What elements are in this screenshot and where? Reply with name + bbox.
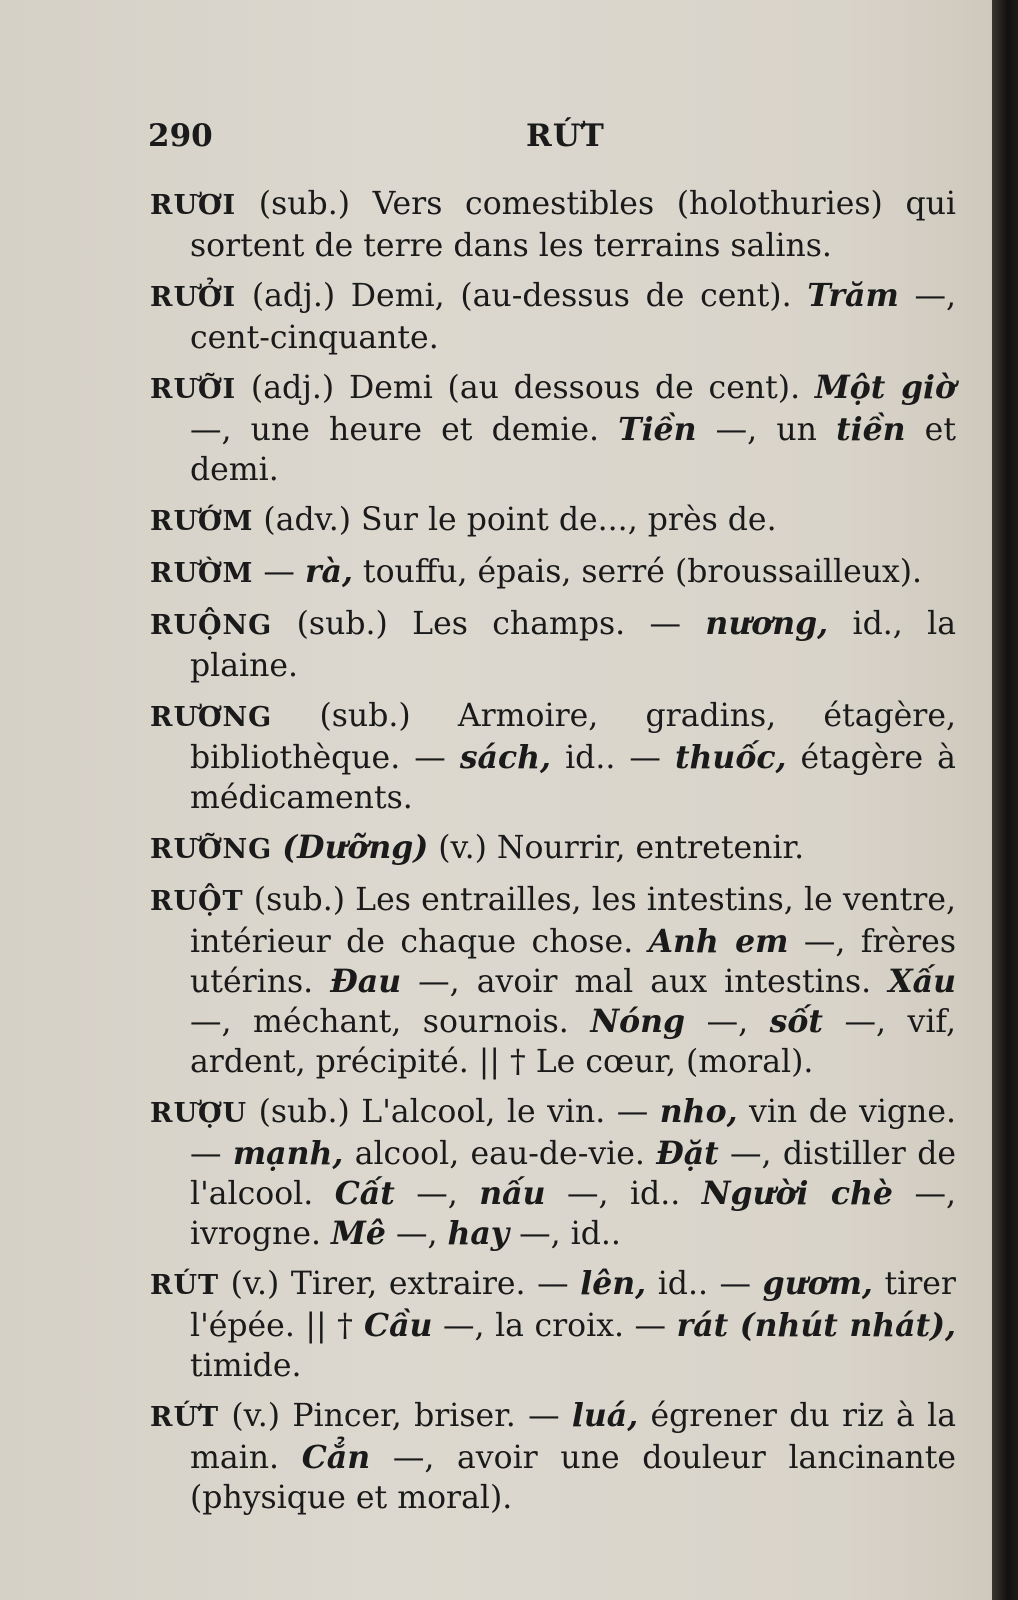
entry-example: Anh em: [648, 923, 789, 960]
entry-text: id.. —: [551, 740, 675, 776]
entry-text: id., la plaine.: [190, 606, 956, 684]
entry-text: —, la croix. —: [432, 1308, 677, 1344]
entry-headword: RƯỜM: [150, 558, 254, 589]
entry-text: —, ivrogne.: [190, 1176, 956, 1252]
entry-text: —, avoir mal aux intestins.: [401, 964, 889, 1000]
entry-text: (v.) Tirer, extraire. —: [219, 1266, 581, 1302]
entry-text: (v.) Nourrir, entretenir.: [428, 830, 805, 866]
entry-text: —, vif, ardent, précipité. || † Le cœur, (moral).: [190, 1004, 956, 1080]
entry-example: sách,: [459, 739, 552, 776]
entry-example: Đặt: [656, 1135, 719, 1172]
entry-example: luá,: [571, 1397, 639, 1434]
entry-example: Người chè: [701, 1175, 893, 1212]
entry-text: touffu, épais, serré (broussailleux).: [352, 554, 923, 590]
entry-example: sốt: [769, 1003, 823, 1040]
entry-text: (sub.) Armoire, gradins, étagère, bibliothèque. —: [190, 698, 956, 776]
entry-text: (sub.) Les entrailles, les intestins, le ventre, intérieur de chaque chose.: [190, 882, 956, 960]
entry-headword: RÚT: [150, 1270, 220, 1301]
entry-text: —, id..: [545, 1176, 702, 1212]
entry-text: alcool, eau-de-vie.: [343, 1136, 657, 1172]
entry-text: (adj.) Demi, (au-dessus de cent).: [236, 278, 808, 314]
entry-example: tiền: [836, 411, 906, 448]
entry-text: —, une heure et demie.: [190, 412, 619, 448]
entry-text: —, avoir une douleur lancinante (physique et moral).: [190, 1440, 956, 1516]
entry-headword: RƯƠNG: [150, 702, 273, 733]
dictionary-entry: [150, 604, 956, 686]
dictionary-entry: [150, 552, 956, 594]
entry-text: —, méchant, sournois.: [190, 1004, 591, 1040]
entry-example: nấu: [479, 1175, 546, 1212]
entry-text: —,: [385, 1216, 448, 1252]
entry-text: id.. —: [646, 1266, 763, 1302]
entry-text: (sub.) Vers comestibles (holothuries) qui sortent de terre dans les terrains salins.: [190, 186, 956, 264]
entry-example: (Dưỡng): [282, 829, 429, 866]
entry-example: Cất: [334, 1175, 395, 1212]
entry-example: Cẳn: [301, 1439, 371, 1476]
dictionary-entry: [150, 828, 956, 870]
entry-text: (adj.) Demi (au dessous de cent).: [236, 370, 815, 406]
dictionary-entry: [150, 1396, 956, 1518]
dictionary-entry: [150, 1092, 956, 1254]
entry-text: —: [253, 554, 305, 590]
entry-text: —, id..: [509, 1216, 621, 1252]
entry-text: (v.) Pincer, briser. —: [219, 1398, 572, 1434]
dictionary-entry: [150, 880, 956, 1082]
dictionary-entry: [150, 696, 956, 818]
entry-headword: RUỘNG: [150, 610, 273, 641]
entry-headword: RƯỢU: [150, 1098, 248, 1129]
entry-text: timide.: [190, 1348, 302, 1384]
entry-text: vin de vigne. —: [190, 1094, 956, 1172]
book-spine: [992, 0, 1018, 1600]
entry-example: thuốc,: [674, 739, 787, 776]
entry-text: égrener du riz à la main.: [190, 1398, 956, 1476]
entry-headword: RƯỚM: [150, 506, 254, 537]
entry-text: [272, 830, 282, 866]
entry-headword: RƯỠI: [150, 374, 237, 405]
entry-text: (adv.) Sur le point de..., près de.: [253, 502, 777, 538]
dictionary-entry: [150, 368, 956, 490]
entry-headword: RUỘT: [150, 886, 244, 917]
entry-text: et demi.: [190, 412, 956, 488]
entry-headword: RƯƠI: [150, 190, 237, 221]
entry-text: —, frères utérins.: [190, 924, 956, 1000]
entry-example: Mê: [331, 1215, 386, 1252]
entry-text: —,: [685, 1004, 770, 1040]
entry-text: (sub.) Les champs. —: [272, 606, 706, 642]
entry-example: lên,: [580, 1265, 647, 1302]
entry-text: —, un: [696, 412, 837, 448]
entry-headword: RỨT: [150, 1402, 220, 1433]
entry-example: Tiền: [618, 411, 697, 448]
entry-example: Một giờ: [814, 369, 957, 406]
entry-text: —,: [394, 1176, 480, 1212]
entry-example: Nóng: [590, 1003, 686, 1040]
entry-example: nho,: [659, 1093, 738, 1130]
dictionary-entry: [150, 500, 956, 542]
dictionary-entry: [150, 276, 956, 358]
entry-example: Đau: [330, 963, 402, 1000]
entry-text: étagère à médicaments.: [190, 740, 956, 816]
dictionary-entries: [150, 184, 956, 1528]
entry-example: rát (nhút nhát),: [676, 1307, 957, 1344]
entry-example: gươm,: [762, 1265, 873, 1302]
entry-text: (sub.) L'alcool, le vin. —: [247, 1094, 660, 1130]
entry-headword: RƯỞI: [150, 282, 237, 313]
page-number: 290: [148, 118, 213, 154]
entry-headword: RƯỠNG: [150, 834, 273, 865]
entry-example: Trăm: [807, 277, 899, 314]
running-head: RỨT: [526, 118, 605, 154]
entry-example: hay: [447, 1215, 510, 1252]
entry-text: —, distiller de l'alcool.: [190, 1136, 957, 1212]
page-header: [148, 118, 956, 162]
entry-example: Cầu: [364, 1307, 433, 1344]
entry-text: tirer l'épée. || †: [190, 1266, 956, 1344]
entry-text: —, cent-cinquante.: [190, 278, 956, 356]
entry-example: Xấu: [888, 963, 956, 1000]
entry-example: nương,: [705, 605, 829, 642]
dictionary-entry: [150, 184, 956, 266]
dictionary-entry: [150, 1264, 956, 1386]
entry-example: rà,: [304, 553, 353, 590]
entry-example: mạnh,: [232, 1135, 344, 1172]
